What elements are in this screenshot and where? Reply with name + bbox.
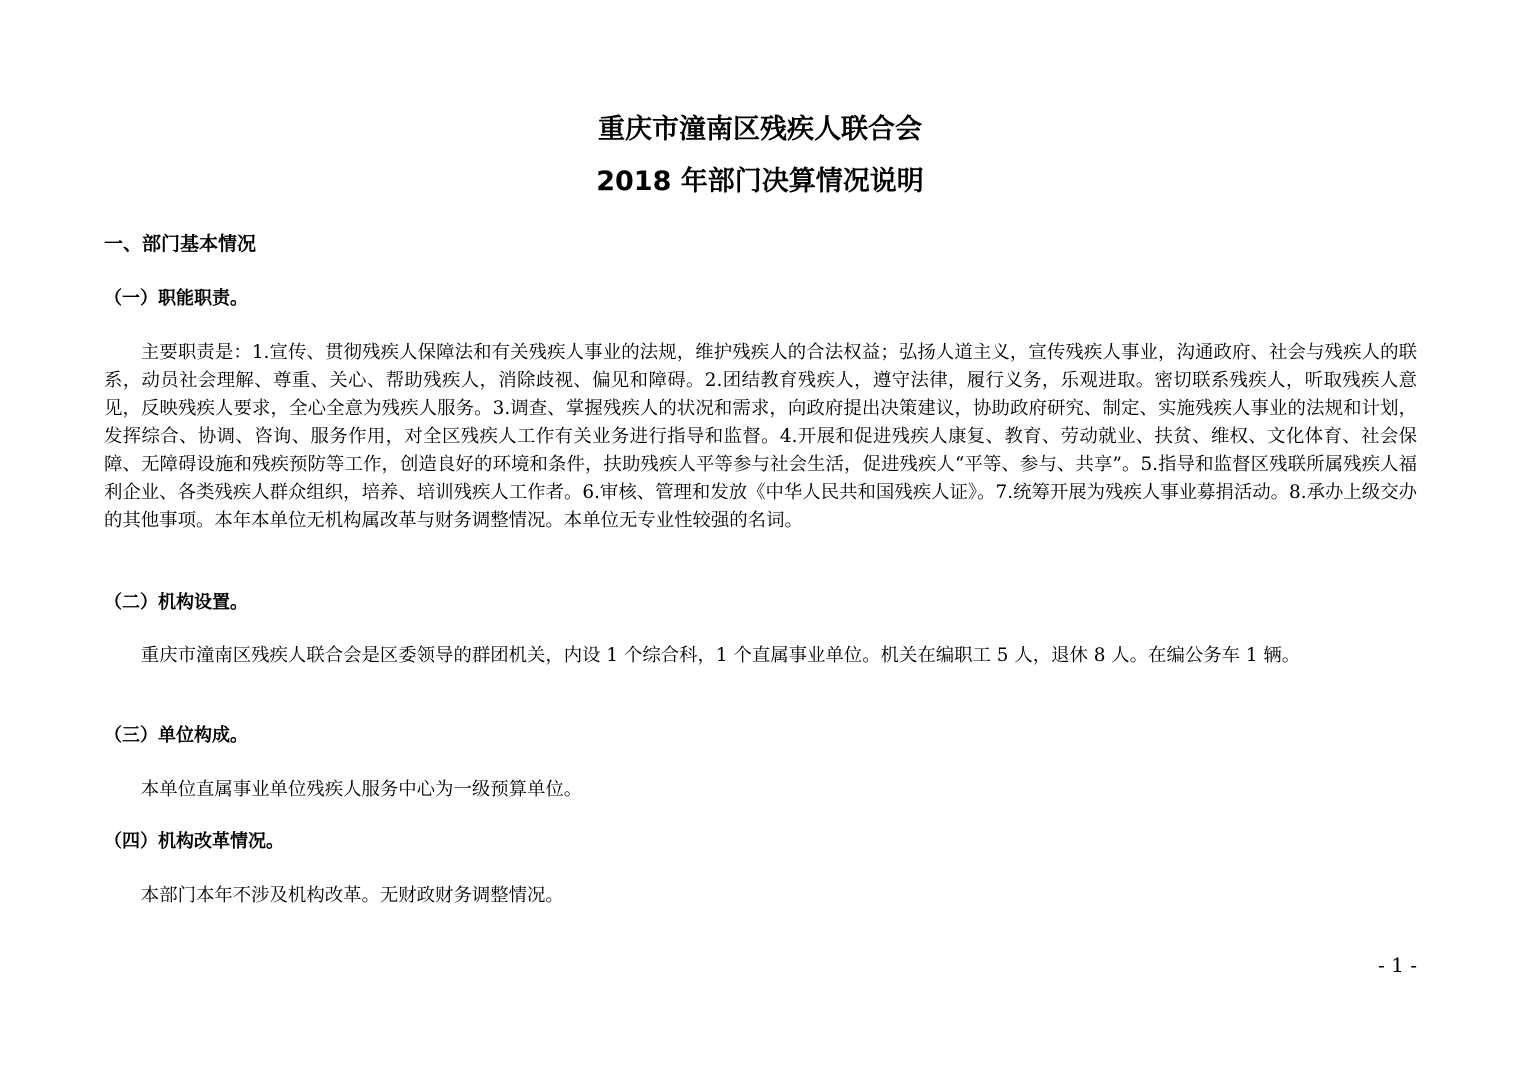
section-heading-basic-info: 一、部门基本情况 (104, 233, 257, 255)
paragraph-functions: 主要职责是：1.宣传、贯彻残疾人保障法和有关残疾人事业的法规，维护残疾人的合法权益；弘扬人道主义，宣传残疾人事业，沟通政府、社会与残疾人的联系，动员社会理解、尊重、关心、帮助残疾人，消除歧视、偏见和障碍。2.团结教育残疾人，遵守法律，履行义务，乐观进取。密切联系残疾人，听取残疾人意见，反映残疾人要求，全心全意为残疾人服务。3.调查、掌握残疾人的状况和需求，向政府提出决策建议，协助政府研究、制定、实施残疾人事业的法规和计划，发挥综合、协调、咨询、服务作用，对全区残疾人工作有关业务进行指导和监督。4.开展和促进残疾人康复、教育、劳动就业、扶贫、维权、文化体育、社会保障、无障碍设施和残疾预防等工作，创造良好的环境和条件，扶助残疾人平等参与社会生活，促进残疾人“平等、参与、共享”。5.指导和监督区残联所属残疾人福利企业、各类残疾人群众组织，培养、培训残疾人工作者。6.审核、管理和发放《中华人民共和国残疾人证》。7.统筹开展为残疾人事业募捐活动。8.承办上级交办的其他事项。本年本单位无机构属改革与财务调整情况。本单位无专业性较强的名词。 (104, 342, 1417, 531)
document-title-line1: 重庆市潼南区残疾人联合会 (598, 114, 922, 145)
paragraph-unit-composition: 本单位直属事业单位残疾人服务中心为一级预算单位。 (140, 779, 583, 800)
document-title-line2: 2018 年部门决算情况说明 (596, 166, 924, 197)
subheading-unit-composition: （三）单位构成。 (104, 725, 248, 746)
page-number: - 1 - (1378, 953, 1417, 977)
paragraph-organization: 重庆市潼南区残疾人联合会是区委领导的群团机关，内设 1 个综合科，1 个直属事业单位。机关在编职工 5 人，退休 8 人。在编公务车 1 辆。 (140, 645, 1301, 666)
subheading-reform: （四）机构改革情况。 (104, 831, 284, 852)
subheading-functions: （一）职能职责。 (104, 288, 248, 309)
subheading-organization: （二）机构设置。 (104, 592, 248, 613)
paragraph-reform: 本部门本年不涉及机构改革。无财政财务调整情况。 (140, 885, 564, 906)
